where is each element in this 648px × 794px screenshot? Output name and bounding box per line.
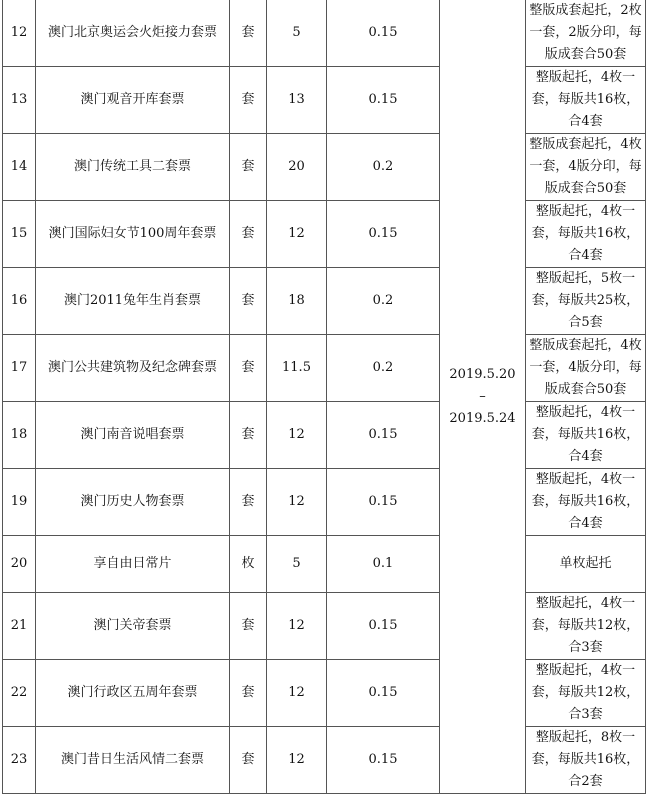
item-quantity: 13: [267, 67, 327, 134]
row-number: 20: [3, 536, 36, 593]
table-row: [3, 335, 646, 402]
table-row: [3, 727, 646, 794]
item-quantity: 5: [267, 0, 327, 67]
item-unit: 套: [230, 134, 267, 201]
item-name: 享自由日常片: [36, 536, 230, 593]
table-row: [3, 268, 646, 335]
item-price: 0.2: [327, 134, 440, 201]
item-unit: 套: [230, 727, 267, 794]
item-quantity: 12: [267, 201, 327, 268]
item-name: 澳门昔日生活风情二套票: [36, 727, 230, 794]
row-number: 18: [3, 402, 36, 469]
item-note: 整版起托，5枚一套，每版共25枚，合5套: [531, 271, 640, 330]
table-row: [3, 201, 646, 268]
item-quantity: 20: [267, 134, 327, 201]
item-note: 整版起托，8枚一套，每版共16枚，合2套: [531, 730, 640, 789]
item-name: 澳门2011兔年生肖套票: [36, 268, 230, 335]
item-quantity: 12: [267, 469, 327, 536]
item-unit: 套: [230, 201, 267, 268]
date-end: 2019.5.24: [449, 410, 516, 426]
row-number: 19: [3, 469, 36, 536]
item-price: 0.15: [327, 201, 440, 268]
item-note: 单枚起托: [559, 556, 612, 571]
item-unit: 套: [230, 469, 267, 536]
item-price: 0.2: [327, 335, 440, 402]
row-number: 22: [3, 660, 36, 727]
item-price: 0.15: [327, 727, 440, 794]
item-unit: 套: [230, 402, 267, 469]
item-name: 澳门行政区五周年套票: [36, 660, 230, 727]
item-price: 0.15: [327, 0, 440, 67]
table-row: [3, 402, 646, 469]
item-note: 整版起托，4枚一套，每版共16枚，合4套: [531, 472, 640, 531]
item-unit: 套: [230, 335, 267, 402]
row-number: 12: [3, 0, 36, 67]
item-name: 澳门国际妇女节100周年套票: [36, 201, 230, 268]
item-price: 0.1: [327, 536, 440, 593]
item-note: 整版起托，4枚一套，每版共16枚，合4套: [531, 70, 640, 129]
item-note: 整版起托，4枚一套，每版共16枚，合4套: [531, 204, 640, 263]
table-row: [3, 0, 646, 67]
table-row: [3, 593, 646, 660]
item-note: 整版成套起托，4枚一套，4版分印，每版成套合50套: [529, 338, 642, 397]
item-quantity: 12: [267, 402, 327, 469]
row-number: 17: [3, 335, 36, 402]
item-quantity: 12: [267, 727, 327, 794]
item-price: 0.15: [327, 469, 440, 536]
date-range-cell: [440, 0, 526, 794]
item-price: 0.15: [327, 402, 440, 469]
item-quantity: 12: [267, 593, 327, 660]
row-number: 14: [3, 134, 36, 201]
row-number: 15: [3, 201, 36, 268]
table-row: [3, 660, 646, 727]
item-unit: 套: [230, 268, 267, 335]
date-start: 2019.5.20: [449, 366, 516, 382]
item-price: 0.2: [327, 268, 440, 335]
item-price: 0.15: [327, 660, 440, 727]
table-row: [3, 67, 646, 134]
table-row: [3, 134, 646, 201]
item-note: 整版成套起托，2枚一套，2版分印，每版成套合50套: [529, 3, 642, 62]
item-quantity: 11.5: [267, 335, 327, 402]
item-note: 整版起托，4枚一套，每版共12枚，合3套: [531, 596, 640, 655]
row-number: 16: [3, 268, 36, 335]
item-quantity: 18: [267, 268, 327, 335]
item-quantity: 12: [267, 660, 327, 727]
stamp-table: [2, 0, 646, 794]
item-name: 澳门观音开库套票: [36, 67, 230, 134]
item-quantity: 5: [267, 536, 327, 593]
item-price: 0.15: [327, 593, 440, 660]
item-note: 整版起托，4枚一套，每版共16枚，合4套: [531, 405, 640, 464]
item-name: 澳门北京奥运会火炬接力套票: [36, 0, 230, 67]
item-name: 澳门传统工具二套票: [36, 134, 230, 201]
date-separator: –: [479, 388, 486, 404]
row-number: 13: [3, 67, 36, 134]
item-name: 澳门公共建筑物及纪念碑套票: [36, 335, 230, 402]
item-unit: 套: [230, 660, 267, 727]
item-unit: 枚: [230, 536, 267, 593]
item-unit: 套: [230, 593, 267, 660]
item-note: 整版成套起托，4枚一套，4版分印，每版成套合50套: [529, 137, 642, 196]
row-number: 21: [3, 593, 36, 660]
row-number: 23: [3, 727, 36, 794]
table-row: [3, 536, 646, 593]
item-note: 整版起托，4枚一套，每版共12枚，合3套: [531, 663, 640, 722]
item-unit: 套: [230, 0, 267, 67]
item-name: 澳门南音说唱套票: [36, 402, 230, 469]
item-name: 澳门关帝套票: [36, 593, 230, 660]
item-price: 0.15: [327, 67, 440, 134]
table-row: [3, 469, 646, 536]
item-name: 澳门历史人物套票: [36, 469, 230, 536]
item-unit: 套: [230, 67, 267, 134]
